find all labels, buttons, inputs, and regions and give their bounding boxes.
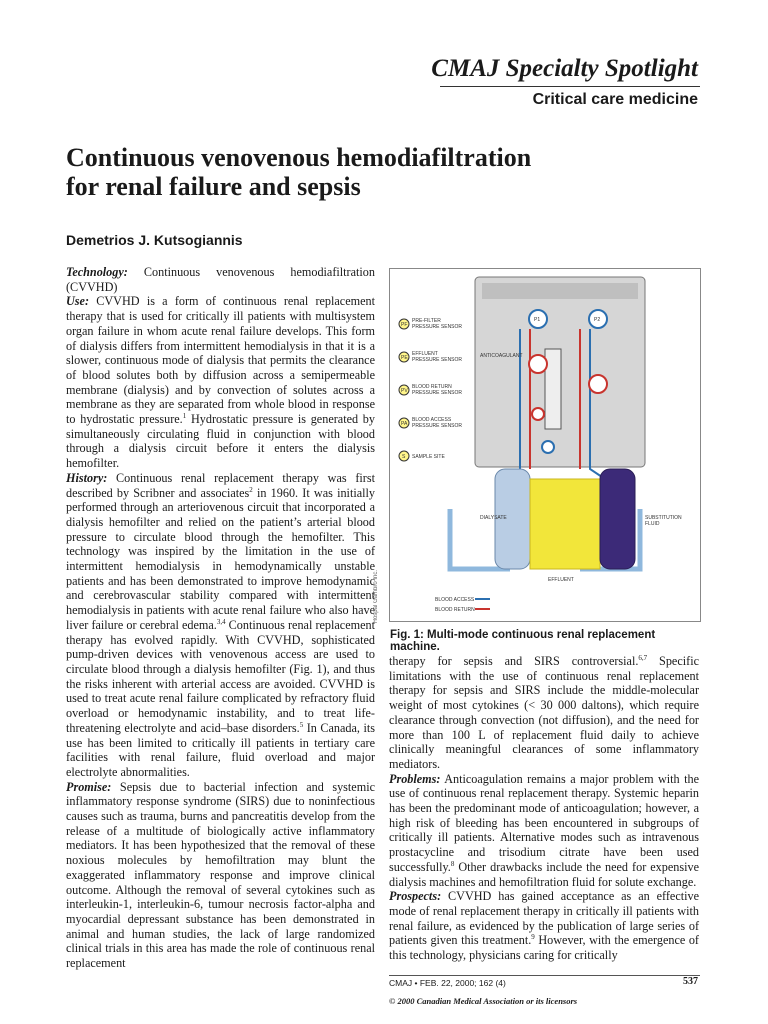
- legend-pa-symbol: PA: [401, 421, 408, 427]
- label-effluent: EFFLUENT: [412, 351, 438, 357]
- article-title: [66, 143, 666, 201]
- legend-pf-symbol: PF: [401, 322, 408, 328]
- label-blood-access: BLOOD ACCESS: [412, 417, 452, 423]
- label-blood-return-line: BLOOD RETURN: [435, 607, 475, 613]
- lead-history: History:: [66, 470, 108, 485]
- machine-display: [482, 283, 638, 299]
- ref: 1: [182, 411, 187, 420]
- footer-citation: CMAJ • FEB. 22, 2000; 162 (4): [389, 978, 506, 988]
- ref: 8: [450, 859, 455, 868]
- label-pre-filter-b: PRESSURE SENSOR: [412, 324, 463, 330]
- figure-crrt-machine: [389, 268, 701, 622]
- lead-problems: Problems:: [389, 771, 441, 786]
- paragraph-prospects: [389, 889, 699, 963]
- figure-credit: Hospal Gambro Inc.: [373, 570, 379, 624]
- paragraph-promise: [66, 780, 375, 971]
- pump-p1-label: P1: [534, 317, 541, 323]
- pump-blood: [529, 355, 547, 373]
- ref: 6,7: [638, 653, 648, 662]
- text-continued-b: Specific limitations with the use of continuous renal replacement therapy for sepsis and SIRS include the middle-molecular weight of most cytokines (< 30 000 daltons), which require clearance through convection (not diffusion), and the need for more than 100 L of replacement fluid daily to achieve clinically meaningful clearances of some inflammatory mediators.: [389, 654, 699, 771]
- ref: 3,4: [216, 617, 226, 626]
- ref: 5: [299, 720, 304, 729]
- text-continued: therapy for sepsis and SIRS controversial.: [389, 654, 639, 668]
- paragraph-problems: [389, 772, 699, 890]
- label-effluent-bag: EFFLUENT: [548, 577, 574, 583]
- text-history-b: in 1960. It was initially performed through an arteriovenous circuit that incorporated a dialysis hemofilter and relied on the patient’s arterial blood pressure to circulate blood through the hemofilter. This technology was inspired by the limitation in the use of intermittent hemodialysis in hemodynamically unstable patients and has been demonstrated to improve hemodynamic and cerebrovascular stability compared with intermittent hemodialysis in patients with acute renal failure who also have liver failure or cerebral edema.: [66, 485, 375, 632]
- sensor-pa: [542, 441, 554, 453]
- lead-technology: Technology:: [66, 265, 128, 279]
- label-blood-return-b: PRESSURE SENSOR: [412, 390, 463, 396]
- sample-site-s: [532, 408, 544, 420]
- title-line-1: Continuous venovenous hemodiafiltration: [66, 143, 532, 172]
- text-problems-b: Other drawbacks include the need for expensive dialysis machines and hemofiltration fluid for solute exchange.: [389, 859, 699, 889]
- label-anticoagulant: ANTICOAGULANT: [480, 353, 523, 359]
- legend-s-symbol: S: [402, 454, 406, 460]
- lead-promise: Promise:: [66, 779, 112, 794]
- lead-use: Use:: [66, 294, 90, 309]
- label-pre-filter: PRE-FILTER: [412, 318, 441, 324]
- paragraph-continued: [389, 654, 699, 772]
- paragraph-use: [66, 294, 375, 470]
- article-author: Demetrios J. Kutsogiannis: [66, 232, 243, 248]
- journal-title: CMAJ Specialty Spotlight: [431, 55, 698, 82]
- substitution-bag: [600, 469, 635, 569]
- text-prospects: CVVHD has gained acceptance as an effective mode of renal replacement therapy in critically ill patients with renal failure, as evidenced by the publication of large series of patients given this treatment.: [389, 889, 699, 948]
- pump-p2-label: P2: [594, 317, 601, 323]
- text-history: Continuous renal replacement therapy was first described by Scribner and associates: [66, 470, 375, 500]
- title-line-2: for renal failure and sepsis: [66, 172, 361, 201]
- label-substitution-b: FLUID: [645, 521, 660, 527]
- text-promise: Sepsis due to bacterial infection and systemic inflammatory response syndrome (SIRS) due to noninfectious causes such as trauma, burns and pancreatitis develop from the release of a multitude of biologically active inflammatory mediators. It has been hypothesized that the removal of these noxious molecules by hemofiltration may blunt the exaggerated inflammatory response and improve clinical outcome. Although the removal of several cytokines such as interleukin-1, interleukin-6, tumour necrosis factor-alpha and myocardial depressant substance has been demonstrated in animal and human studies, the lack of large randomized clinical trials in this area has made the role of continuous renal replacement: [66, 779, 375, 971]
- paragraph-technology: [66, 265, 375, 294]
- ref: 9: [531, 933, 535, 942]
- machine-diagram: [390, 269, 700, 621]
- text-problems: Anticoagulation remains a major problem with the use of continuous renal replacement therapy. Systemic heparin has been the predominant mode of anticoagulation; however, a high risk of bleeding has been encountered in subgroups of critically ill patients. Alternative modes such as intravenous prostacycline and trisodium citrate have been used successfully.: [389, 771, 699, 874]
- text-prospects-b: However, with the emergence of this technology, physicians caring for critically: [389, 933, 699, 963]
- text-use: CVVHD is a form of continuous renal replacement therapy that is used for critically ill patients with multisystem organ failure in whom acute renal failure develops. This form of dialysis differs from intermittent hemodialysis in that it is a slower, continuous mode of dialysis that permits the clearance of blood solutes both by diffusion across a semipermeable membrane (dialysis) and by convection of solutes across a membrane as they are separated from whole blood in response to hydrostatic pressure.: [66, 294, 375, 427]
- label-blood-access-b: PRESSURE SENSOR: [412, 423, 463, 429]
- page-number: 537: [683, 976, 698, 987]
- figure-caption: Fig. 1: Multi-mode continuous renal replacement machine.: [390, 629, 656, 653]
- paragraph-history: [66, 471, 375, 780]
- ref: 2: [249, 485, 253, 494]
- lead-prospects: Prospects:: [389, 889, 442, 904]
- pump-return: [589, 375, 607, 393]
- label-blood-access-line: BLOOD ACCESS: [435, 597, 475, 603]
- text-history-c: Continuous renal replacement therapy has evolved rapidly. With CVVHD, sophisticated pump-driven devices with venovenous access are used to circulate blood through a dialysis hemofilter (Fig. 1), and thus the risks inherent with arterial access are avoided. CVVHD is used to treat acute renal failure complicated by refractory fluid overload or hemodynamic instability, and to treat life-threatening electrolyte and acid–base disorders.: [66, 617, 375, 735]
- label-blood-return: BLOOD RETURN: [412, 384, 452, 390]
- text-use-b: Hydrostatic pressure is generated by simultaneously circulating fluid in conjunction with blood through a dialysis circuit before it enters the dialysis hemofilter.: [66, 412, 375, 471]
- legend-pe-symbol: PE: [401, 355, 408, 361]
- text-history-d: In Canada, its use has been limited to critically ill patients in tertiary care facilities with renal failure, fluid overload and major electrolyte abnormalities.: [66, 720, 375, 779]
- footer-divider: [389, 975, 700, 976]
- label-substitution: SUBSTITUTION: [645, 515, 682, 521]
- header-divider: [440, 86, 700, 87]
- right-column: [389, 654, 699, 963]
- label-dialysate: DIALYSATE: [480, 515, 507, 521]
- effluent-bag: [530, 479, 600, 569]
- legend-pv-symbol: PV: [401, 388, 408, 394]
- copyright-notice: © 2000 Canadian Medical Association or its licensors: [389, 996, 578, 1006]
- left-column: [66, 265, 375, 971]
- section-title: Critical care medicine: [532, 91, 698, 108]
- text-technology: Continuous venovenous hemodiafiltration (CVVHD): [66, 265, 375, 294]
- label-sample-site: SAMPLE SITE: [412, 454, 445, 460]
- label-effluent-b: PRESSURE SENSOR: [412, 357, 463, 363]
